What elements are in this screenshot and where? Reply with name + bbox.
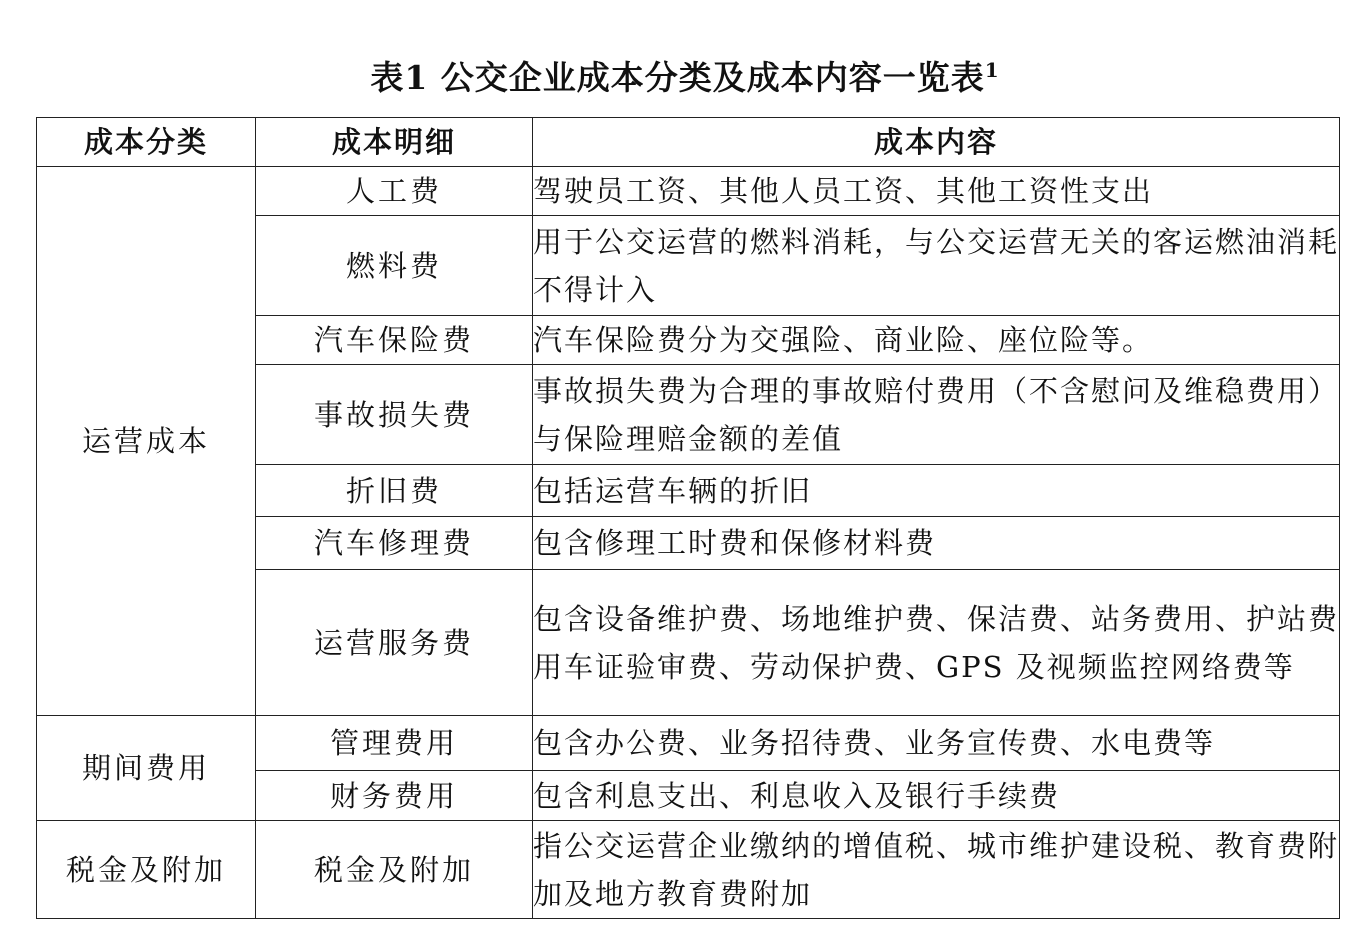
detail-cell: 人工费 (256, 167, 533, 216)
content-cell: 用于公交运营的燃料消耗，与公交运营无关的客运燃油消耗不得计入 (533, 216, 1340, 316)
detail-cell: 汽车修理费 (256, 517, 533, 570)
content-cell: 驾驶员工资、其他人员工资、其他工资性支出 (533, 167, 1340, 216)
content-cell: 汽车保险费分为交强险、商业险、座位险等。 (533, 316, 1340, 365)
detail-cell: 运营服务费 (256, 570, 533, 716)
detail-cell: 事故损失费 (256, 365, 533, 465)
content-cell: 包含利息支出、利息收入及银行手续费 (533, 771, 1340, 821)
table-body (37, 167, 1340, 919)
content-cell: 指公交运营企业缴纳的增值税、城市维护建设税、教育费附加及地方教育费附加 (533, 821, 1340, 919)
category-cell: 运营成本 (37, 167, 256, 716)
header-row (37, 118, 1340, 167)
detail-cell: 折旧费 (256, 465, 533, 517)
table-title (0, 52, 1370, 99)
table-title-text: 表1 公交企业成本分类及成本内容一览表 (370, 58, 985, 97)
category-cell: 税金及附加 (37, 821, 256, 919)
detail-cell: 汽车保险费 (256, 316, 533, 365)
detail-cell: 管理费用 (256, 716, 533, 771)
detail-cell: 财务费用 (256, 771, 533, 821)
content-cell: 包括运营车辆的折旧 (533, 465, 1340, 517)
content-cell: 包含修理工时费和保修材料费 (533, 517, 1340, 570)
footnote-mark: 1 (984, 58, 1000, 82)
header-content: 成本内容 (533, 118, 1340, 167)
table-header (37, 118, 1340, 167)
header-category: 成本分类 (37, 118, 256, 167)
category-cell: 期间费用 (37, 716, 256, 821)
content-cell: 包含办公费、业务招待费、业务宣传费、水电费等 (533, 716, 1340, 771)
table-row (37, 167, 1340, 216)
header-detail: 成本明细 (256, 118, 533, 167)
content-cell: 包含设备维护费、场地维护费、保洁费、站务费用、护站费用车证验审费、劳动保护费、GPS 及视频监控网络费等 (533, 570, 1340, 716)
detail-cell: 税金及附加 (256, 821, 533, 919)
content-cell: 事故损失费为合理的事故赔付费用（不含慰问及维稳费用）与保险理赔金额的差值 (533, 365, 1340, 465)
cost-table (36, 117, 1340, 919)
detail-cell: 燃料费 (256, 216, 533, 316)
table-row (37, 716, 1340, 771)
table-row (37, 821, 1340, 919)
